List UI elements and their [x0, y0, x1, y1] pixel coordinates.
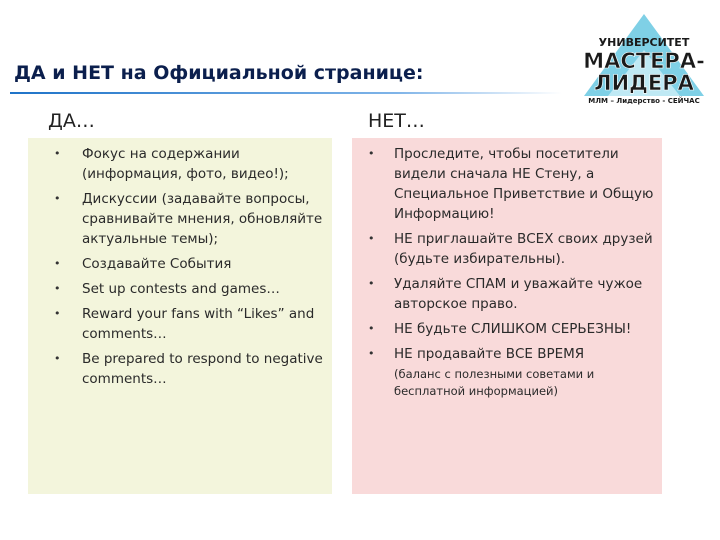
title-divider: [10, 92, 562, 94]
bullet-icon: •: [54, 192, 61, 205]
bullet-icon: •: [368, 147, 375, 160]
no-item-note: (баланс с полезными советами и бесплатной информацией): [394, 367, 595, 398]
no-item: [352, 344, 662, 400]
yes-heading: ДА…: [48, 110, 95, 132]
no-item-text: Проследите, чтобы посетители видели сначала НЕ Стену, а Специальное Приветствие и Общую Информацию!: [394, 146, 654, 222]
university-logo: [574, 10, 714, 106]
no-item-text: Удаляйте СПАМ и уважайте чужое авторское право.: [394, 276, 643, 312]
bullet-icon: •: [54, 282, 61, 295]
logo-line1: УНИВЕРСИТЕТ: [598, 36, 690, 49]
yes-item: [28, 349, 332, 389]
bullet-icon: •: [54, 352, 61, 365]
logo-graphic: [574, 10, 714, 106]
bullet-icon: •: [54, 257, 61, 270]
logo-line3: ЛИДЕРА: [594, 71, 694, 95]
no-item-text: НЕ приглашайте ВСЕХ своих друзей (будьте избирательны).: [394, 231, 653, 267]
no-item: [352, 144, 662, 224]
yes-item-text: Фокус на содержании (информация, фото, видео!);: [82, 146, 289, 182]
yes-item-text: Reward your fans with “Likes” and comments…: [82, 306, 315, 342]
yes-item-text: Создавайте События: [82, 256, 232, 272]
yes-item-text: Be prepared to respond to negative comments…: [82, 351, 323, 387]
yes-list: [28, 144, 332, 394]
bullet-icon: •: [368, 277, 375, 290]
bullet-icon: •: [54, 307, 61, 320]
slide-title: ДА и НЕТ на Официальной странице:: [14, 62, 424, 84]
yes-item: [28, 279, 332, 299]
no-heading: НЕТ…: [368, 110, 425, 132]
yes-item-text: Дискуссии (задавайте вопросы, сравнивайте мнения, обновляйте актуальные темы);: [82, 191, 323, 247]
no-item: [352, 274, 662, 314]
logo-line2: МАСТЕРА-: [583, 49, 705, 73]
logo-tagline: МЛМ – Лидерство - СЕЙЧАС: [588, 97, 700, 105]
yes-panel: [28, 138, 332, 494]
no-list: [352, 144, 662, 405]
no-item: [352, 319, 662, 339]
bullet-icon: •: [54, 147, 61, 160]
yes-item: [28, 304, 332, 344]
bullet-icon: •: [368, 322, 375, 335]
no-item-text: НЕ продавайте ВСЕ ВРЕМЯ: [394, 346, 585, 362]
no-item: [352, 229, 662, 269]
bullet-icon: •: [368, 347, 375, 360]
bullet-icon: •: [368, 232, 375, 245]
yes-item: [28, 254, 332, 274]
yes-item: [28, 189, 332, 249]
yes-item: [28, 144, 332, 184]
yes-item-text: Set up contests and games…: [82, 281, 280, 297]
no-panel: [352, 138, 662, 494]
no-item-text: НЕ будьте СЛИШКОМ СЕРЬЕЗНЫ!: [394, 321, 632, 337]
